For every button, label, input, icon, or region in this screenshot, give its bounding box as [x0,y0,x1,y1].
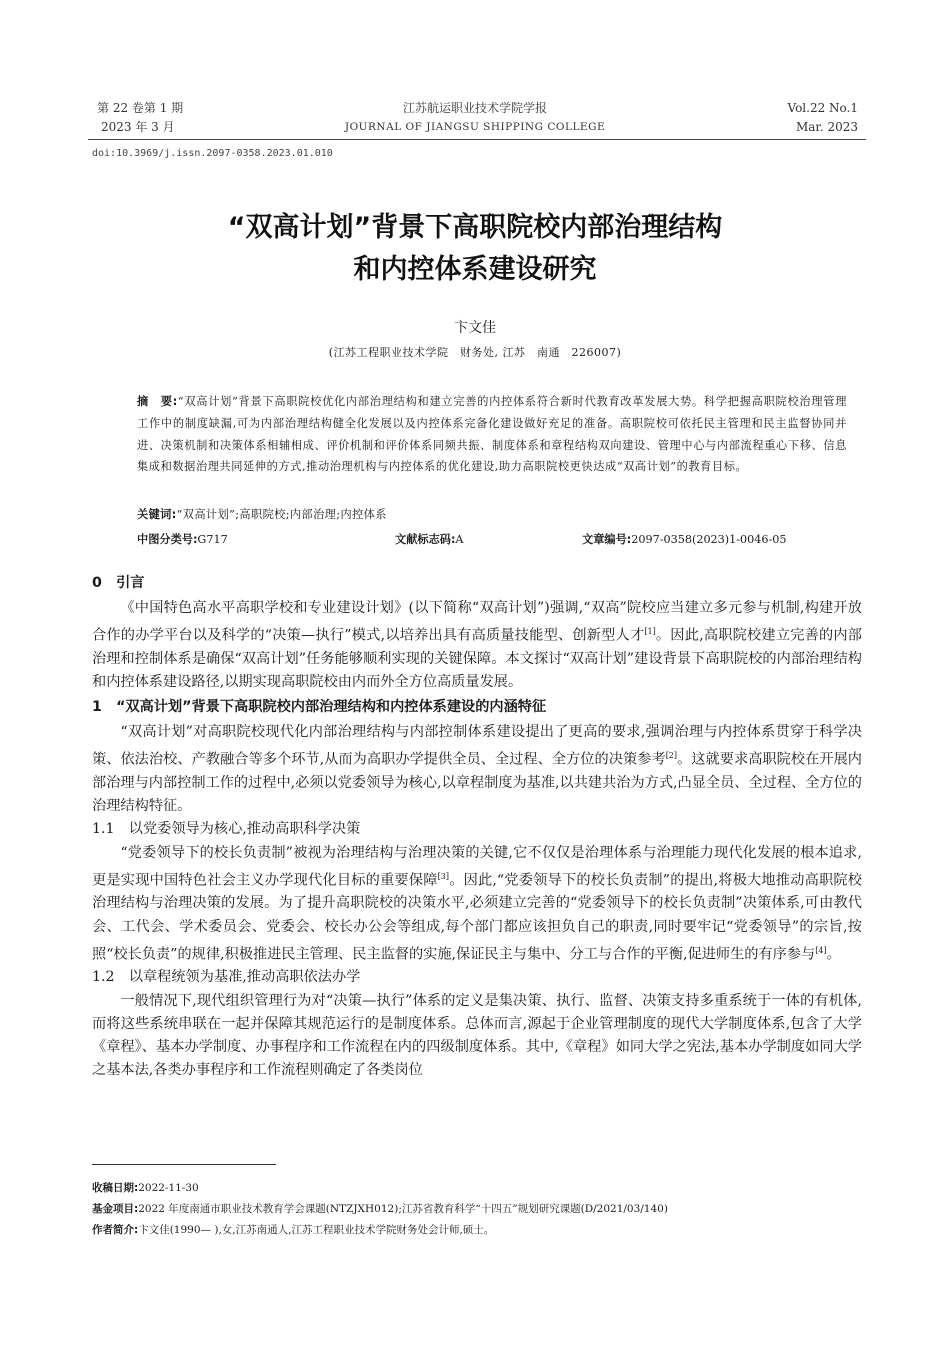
doc-code-value: A [455,533,464,546]
footnote-divider [92,1164,276,1165]
journal-name-en: JOURNAL OF JIANGSU SHIPPING COLLEGE [344,121,606,133]
paragraph-1-text-a: “双高计划”对高职院校现代化内部治理结构与内部控制体系建设提出了更高的要求,强调治理与内控体系贯穿于科学决策、依法治校、产教融合等多个环节,从而为高职办学提供全员、全过程、全方位的决策参考 [92,724,862,769]
abstract-text: “双高计划”背景下高职院校优化内部治理结构和建立完善的内控体系符合新时代教育改革发展大势。科学把握高职院校治理管理工作中的制度缺漏,可为内部治理结构健全化发展以及内控体系完备化建设做好充足的准备。高职院校可依托民主管理和民主监督协同并进、决策机制和决策体系相辅相成、评价机制和评价体系同频共振、制度体系和章程结构双向建设、管理中心与内部流程重心下移、信息集成和数据治理共同延伸的方式,推动治理机构与内控体系的优化建设,助力高职院校更快达成“双高计划”的教育目标。 [137,395,847,474]
keywords [137,506,387,522]
subsection-1-2-heading: 1.2 以章程统领为基准,推动高职依法办学 [92,969,361,986]
paragraph-1 [92,721,862,818]
fund-label: 基金项目: [92,1203,139,1215]
journal-volume-en [788,99,859,137]
article-title [120,207,830,291]
footnotes [92,1178,862,1241]
section-0-title: 引言 [116,575,145,591]
header-divider [88,139,866,140]
paragraph-intro-text-b: 。因此,高职院校建立完善的内部治理和控制体系是确保“双高计划”任务能够顺利实现的关键保障。本文探讨“双高计划”建设背景下高职院校的内部治理结构和内控体系建设路径,以期实现高职院校由内而外全方位高质量发展。 [92,627,862,691]
volume-en: Vol.22 No.1 [787,101,858,115]
paragraph-1-1-text-c: 。 [826,946,841,963]
received-date [92,1178,862,1199]
title-line-2: 和内控体系建设研究 [353,254,597,285]
section-0-heading [92,572,862,595]
article-number-value: 2097-0358(2023)1-0046-05 [631,533,787,546]
author-name: 卞文佳 [454,320,496,336]
fund-project [92,1199,862,1220]
received-value: 2022-11-30 [138,1182,199,1194]
article-body [92,570,862,1082]
reference-3[interactable]: [3] [437,871,449,881]
date-en: Mar. 2023 [795,120,858,134]
author-bio [92,1220,862,1241]
doc-code-label: 文献标志码: [395,533,456,546]
article-number-label: 文章编号: [582,533,632,546]
journal-name [300,99,650,137]
keywords-text: “双高计划”;高职院校;内部治理;内控体系 [176,508,387,521]
journal-name-cn: 江苏航运职业技术学院学报 [402,101,547,115]
paragraph-intro-text-a: 《中国特色高水平高职学校和专业建设计划》(以下简称“双高计划”)强调,“双高”院校应当建立多元参与机制,构建开放合作的办学平台以及科学的“决策—执行”模式,以培养出具有高质量技能型、创新型人才 [92,600,862,644]
paragraph-1-text-b: 。这就要求高职院校在开展内部治理与内部控制工作的过程中,必须以党委领导为核心,以章程制度为基准,以共建共治为方式,凸显全员、全过程、全方位的治理结构特征。 [92,752,862,815]
author-bio-label: 作者简介: [92,1224,139,1236]
publication-date: 2023 年 3 月 [101,120,175,134]
author-affiliation: (江苏工程职业技术学院 财务处, 江苏 南通 226007) [328,346,622,359]
volume-issue: 第 22 卷第 1 期 [97,101,184,115]
paragraph-1-2: 一般情况下,现代组织管理行为对“决策—执行”体系的定义是集决策、执行、监督、决策支持多重系统于一体的有机体,而将这些系统串联在一起并保障其规范运行的是制度体系。总体而言,源起于企业管理制度的现代大学制度体系,包含了大学《章程》、基本办学制度、办事程序和工作流程在内的四级制度体系。其中,《章程》如同大学之宪法,基本办学制度如同大学之基本法,各类办事程序和工作流程则确定了各类岗位 [92,992,862,1078]
reference-1[interactable]: [1] [644,627,656,637]
received-label: 收稿日期: [92,1182,139,1194]
section-0-number: 0 [92,575,102,591]
reference-4[interactable]: [4] [815,945,827,955]
clc-value: G717 [197,533,228,546]
author-bio-value: 卞文佳(1990— ),女,江苏南通人,江苏工程职业技术学院财务处会计师,硕士。 [138,1224,495,1236]
keywords-label: 关键词: [137,508,177,521]
doi[interactable]: doi:10.3969/j.issn.2097-0358.2023.01.010 [92,148,333,159]
abstract [107,391,847,478]
reference-2[interactable]: [2] [665,751,678,761]
subsection-1-1-heading: 1.1 以党委领导为核心,推动高职科学决策 [92,821,361,838]
paragraph-intro [92,597,862,694]
section-1-title: “双高计划”背景下高职院校内部治理结构和内控体系建设的内涵特征 [116,699,547,716]
clc-label: 中图分类号: [137,533,198,546]
section-1-heading [92,696,862,719]
paragraph-1-1-text-a: “党委领导下的校长负责制”被视为治理结构与治理决策的关键,它不仅仅是治理体系与治理能力现代化发展的根本追求,更是实现中国特色社会主义办学现代化目标的重要保障 [92,844,862,889]
section-1-number: 1 [92,699,102,716]
title-line-1: “双高计划”背景下高职院校内部治理结构 [227,212,723,243]
abstract-label: 摘 要: [137,395,178,408]
journal-volume-info [97,99,183,137]
paragraph-1-1-text-b: 。因此,“党委领导下的校长负责制”的提出,将极大地推动高职院校治理结构与治理决策的发展。为了提升高职院校的决策水平,必须建立完善的“党委领导下的校长负责制”决策体系,可由教代会、工代会、学术委员会、党委会、校长办公会等组成,每个部门都应该担负自己的职责,同时要牢记“党委领导”的宗旨,按照“校长负责”的规律,积极推进民主管理、民主监督的实施,保证民主与集中、分工与合作的平衡,促进师生的有序参与 [92,872,862,963]
paragraph-1-1 [92,842,862,967]
fund-value: 2022 年度南通市职业技术教育学会课题(NTZJXH012);江苏省教育科学“十四五”规划研究课题(D/2021/03/140) [138,1203,668,1215]
